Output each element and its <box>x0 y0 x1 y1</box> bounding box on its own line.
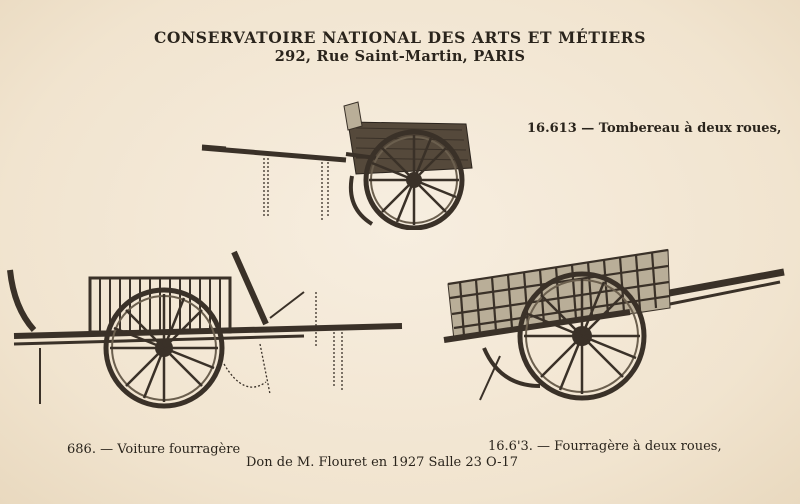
institution-title: CONSERVATOIRE NATIONAL DES ARTS ET MÉTIERS <box>153 28 647 47</box>
voiture-fourragere-illustration <box>4 248 408 412</box>
donation-line: Don de M. Flouret en 1927 Salle 23 O-17 <box>246 455 519 470</box>
tombereau-cart-illustration <box>196 98 486 230</box>
institution-address: 292, Rue Saint-Martin, PARIS <box>274 48 526 65</box>
tombereau-caption: 16.613 — Tombereau à deux roues, <box>527 121 782 136</box>
voiture-fourragere-caption: 686. — Voiture fourragère <box>67 442 241 457</box>
fourragere-deux-roues-caption: 16.6'3. — Fourragère à deux roues, <box>488 439 722 454</box>
fourragere-deux-roues-illustration <box>440 236 790 408</box>
